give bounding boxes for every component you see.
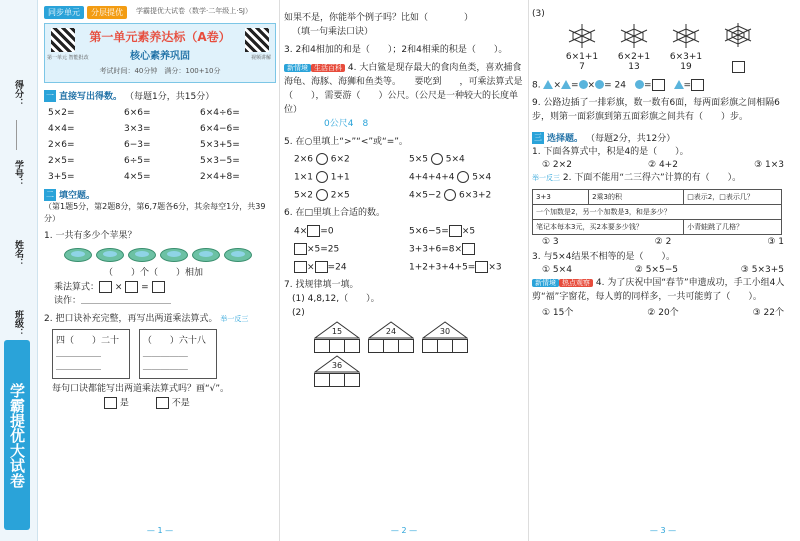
number-line: 0公尺4 8: [324, 118, 369, 129]
page-subtitle: 核心素养巩固: [130, 51, 190, 62]
choice-option[interactable]: ① 15个: [542, 307, 574, 318]
section-heading: 一 直接写出得数。 （每题1分，共15分）: [46, 90, 215, 102]
question-4: 新情境 生活百科 4. 大白鲨是现存最大的食肉鱼类，喜欢捕食海龟、海豚、海狮和鱼类等。 要吃到 ，可乘法算式是（ ），需要游（ ）公尺。（公尺是一种较大的长度单位）: [284, 62, 523, 115]
choice-option[interactable]: ③ 22个: [752, 307, 784, 318]
answer-box[interactable]: [307, 225, 320, 237]
number-house: 24: [368, 321, 414, 353]
compare-circle[interactable]: [316, 171, 328, 183]
compare-item: 4+4+4+4 5×4: [409, 172, 492, 183]
web-pattern: 6×1+1 7: [562, 23, 602, 72]
fill-item: 3+3+6=8×: [409, 243, 524, 255]
fill-item: 4× =0: [294, 226, 334, 237]
question-1: 1. 一共有多少个苹果？: [44, 230, 137, 241]
compare-item: 1×1 1+1: [294, 172, 350, 183]
question-9: 9. 公路边插了一排彩旗，数一数有6面，每两面彩旗之间相隔6步，则第一面彩旗到第五面彩旗之间共有（ ）步。: [532, 98, 780, 123]
series-title: 学霸提优大试卷（数学·二年级上·SJ）: [136, 7, 252, 15]
question-3: 3. 2和4相加的和是（ ）；2和4相乘的积是（ ）。: [284, 44, 508, 55]
number-house: 15: [314, 321, 360, 353]
calc-item: 6÷5=: [124, 156, 151, 166]
question-6: 6. 在□里填上合适的数。: [284, 208, 385, 219]
choice-option[interactable]: ① 5×4: [542, 265, 572, 276]
fill-item: 1+2+3+4+5= ×3: [409, 262, 502, 273]
calc-item: 6×4−6=: [200, 124, 240, 134]
choice-options: [532, 235, 794, 249]
choice-options: [532, 265, 794, 275]
choice-option[interactable]: ③ 1: [767, 237, 784, 248]
page-number: — 2 —: [390, 526, 418, 535]
compare-circle[interactable]: [444, 189, 456, 201]
calc-item: 5×3−5=: [200, 156, 240, 166]
answer-box[interactable]: [294, 261, 307, 273]
calc-item: 3×3=: [124, 124, 151, 134]
answer-box[interactable]: [475, 261, 488, 273]
choice-option[interactable]: ② 4+2: [648, 160, 678, 171]
compare-item: 5×2 2×5: [294, 190, 350, 201]
compare-item: 5×5 5×4: [409, 154, 465, 165]
rhyme-cards: 四（ ）二十 ＿＿＿＿＿ ＿＿＿＿＿ （ ）六十八 ＿＿＿＿＿ ＿＿＿＿＿: [44, 329, 276, 379]
student-id-label: 学号：: [13, 160, 23, 187]
question-2: 2. 把口诀补充完整，再写出两道乘法算式。 举一反三: [44, 314, 249, 325]
page-number: — 3 —: [649, 526, 677, 535]
number-houses: [284, 321, 524, 389]
title-box: 第一单元 智能批改 视频讲解 第一单元素养达标（A卷） 核心素养巩固 考试时间：40分钟 满分：100+10分: [44, 23, 276, 83]
page-2: 如果不是，你能举个例子吗？比如（ ） （填一句乘法口诀） 3. 2和4相加的和是（ ）；2和4相乘的积是（ ）。 新情境 生活百科 4. 大白鲨是现存最大的食肉鱼类，喜欢捕食海龟、海豚、海狮和鱼类等。 要吃到 ，可乘法算式是（ ），需要游（ ）公尺。（公尺是一种较大的长度单位） 0公尺4 8 5. 在○里填上“>”“<”或“=”。 2×6 6×2 5×5 5×4 1×1 1+1 4+4+4+4 5×4 5×2 2×5 4×5−2 6×3+2 6. 在□里填上合适的数。 4× =0 5×6−5= ×5 ×5=25 3+3+6=8× × =24 1+2+3+4+5= ×3 7. 找规律填一填。 (1) 4,8,12,（ ）。 (2) 15 24 30 36 — 2 —: [284, 13, 523, 535]
brand-banner: 学霸提优大试卷: [4, 340, 30, 530]
exam-info: 考试时间：40分钟 满分：100+10分: [99, 67, 221, 75]
web-pattern: 6×2+1 13: [614, 23, 654, 72]
section-heading: 二 填空题。: [46, 189, 96, 201]
web-pattern: 6×3+1 19: [666, 23, 706, 72]
choice-options: [532, 305, 794, 318]
choice-options: [532, 160, 794, 170]
compare-item: 2×6 6×2: [294, 154, 350, 165]
answer-box[interactable]: [294, 243, 307, 255]
number-house: 36: [314, 355, 360, 387]
fill-item: ×5=25: [294, 243, 409, 255]
page-3: (3) 6×1+1 7 6×2+1 13 6×3+1 19 8. × = × = 24 = = 9. 公路边插了一排彩旗，数一数有6面，每两面彩旗之间相隔6步，则第一面彩旗到第五面彩旗之间共有（ ）步。 三 选择题。 （每题2分，共12分） 1. 下面各算式中，积是4的是（ ）。 ① 2×2 ② 4+2 ③ 1×3 举一反三 2. 下面不能用“二三得六”计算的有（ ）。 3+3 2乘3的积 □表示2，□表示几？ 一个加数是2，另一个加数是3，和是多少？ 笔记本每本3元，买2本要多少钱？ 小青蛙跳了几格？ ① 3 ② 2 ③ 1 3. 与5×4结果不相等的是（ ）。 ① 5×4 ② 5×5−5 ③ 5×3+5 新情境 热点观察 4. 为了庆祝中国“春节”申遗成功，手工小组4人剪“福”字窗花，每人剪的同样多，一共可能剪了（ ）。 ① 15个 ② 20个 ③ 22个 — 3 —: [532, 0, 794, 541]
calc-item: 2×4+8=: [200, 172, 240, 182]
name-label: 姓名：: [13, 240, 23, 267]
unit-tag: 同步单元: [44, 6, 84, 19]
calc-item: 4×4=: [48, 124, 75, 134]
binding-spine: [0, 0, 38, 541]
header-tags: [44, 6, 276, 19]
page-title: 第一单元素养达标（A卷）: [89, 30, 231, 44]
answer-box[interactable]: [315, 261, 328, 273]
answer-box[interactable]: [732, 61, 745, 73]
choice-option[interactable]: ③ 5×3+5: [740, 265, 784, 276]
number-house: 30: [422, 321, 468, 353]
compare-circle[interactable]: [316, 189, 328, 201]
choice-option[interactable]: ① 2×2: [542, 160, 572, 171]
choice-1: 1. 下面各算式中，积是4的是（ ）。: [532, 147, 689, 158]
calc-item: 6×6=: [124, 108, 151, 118]
calc-item: 4×5=: [124, 172, 151, 182]
choice-4: 新情境 热点观察 4. 为了庆祝中国“春节”申遗成功，手工小组4人剪“福”字窗花，每人剪的同样多，一共可能剪了（ ）。: [532, 278, 785, 302]
score-label: 得分：: [13, 80, 23, 107]
calc-item: 3+5=: [48, 172, 75, 182]
compare-circle[interactable]: [316, 153, 328, 165]
question-7: 7. 找规律填一填。: [284, 280, 359, 291]
section-heading: 三 选择题。 （每题2分，共12分）: [534, 132, 676, 145]
compare-item: 4×5−2 6×3+2: [409, 190, 492, 201]
web-pattern: [718, 22, 758, 73]
web-patterns: [532, 22, 794, 73]
choice-option[interactable]: ② 2: [654, 237, 672, 248]
question-5: 5. 在○里填上“>”“<”或“=”。: [284, 136, 408, 147]
calc-item: 2×6=: [48, 140, 75, 150]
qr-code-icon[interactable]: [245, 28, 269, 52]
compare-circle[interactable]: [457, 171, 469, 183]
choice-option[interactable]: ① 3: [542, 237, 559, 248]
fill-grid: [284, 225, 524, 273]
choice-option[interactable]: ② 20个: [647, 307, 679, 318]
fill-item: × =24: [294, 261, 409, 273]
choice-3: 3. 与5×4结果不相等的是（ ）。: [532, 252, 675, 263]
question-8: 8. × = × = 24 = =: [532, 79, 794, 93]
calc-grid: [44, 108, 276, 182]
calc-item: 5×3+5=: [200, 140, 240, 150]
compare-circle[interactable]: [431, 153, 443, 165]
apple-baskets: [64, 248, 276, 265]
choice-option[interactable]: ② 5×5−5: [634, 265, 678, 276]
calc-item: 2×5=: [48, 156, 75, 166]
level-tag: 分层提优: [87, 6, 127, 19]
calc-item: 5×2=: [48, 108, 75, 118]
calc-item: 6×4÷6=: [200, 108, 240, 118]
choice-option[interactable]: ③ 1×3: [754, 160, 784, 171]
compare-grid: [284, 153, 524, 201]
answer-box[interactable]: [462, 243, 475, 255]
page-number: — 1 —: [146, 526, 174, 535]
choice-table: 3+3 2乘3的积 □表示2，□表示几？ 一个加数是2，另一个加数是3，和是多少？ 笔记本每本3元，买2本要多少钱？ 小青蛙跳了几格？: [532, 189, 782, 235]
calc-item: 6−3=: [124, 140, 151, 150]
page-1: 同步单元 分层提优 学霸提优大试卷（数学·二年级上·SJ） 第一单元 智能批改 视频讲解 第一单元素养达标（A卷） 核心素养巩固 考试时间：40分钟 满分：100+10分 一 直接写出得数。 （每题1分，共15分） 5×2= 6×6= 6×4÷6= 4×4= 3×3= 6×4−6= 2×6= 6−3= 5×3+5= 2×5= 6÷5= 5×3−5= 3+5= 4×5= 2×4+8= 二 填空题。 （第1题5分，第2题8分，第6,7题各6分，其余每空1分，共39分） 1. 一共有多少个苹果？ （ ）个（ ）相加 乘法算式： × = 读作：＿＿＿＿＿＿＿＿＿＿ 2. 把口诀补充完整，再写出两道乘法算式。 举一反三 四（ ）二十 ＿＿＿＿＿ ＿＿＿＿＿ （ ）六十八 ＿＿＿＿＿ ＿＿＿＿＿ 每句口诀都能写出两道乘法算式吗？画“√”。 是 不是 — 1 —: [44, 0, 276, 541]
choice-2: 举一反三 2. 下面不能用“二三得六”计算的有（ ）。: [532, 173, 742, 184]
qr-code-icon[interactable]: [51, 28, 75, 52]
class-label: 班级：: [13, 310, 23, 337]
fill-item: 5×6−5= ×5: [409, 226, 476, 237]
answer-box[interactable]: [449, 225, 462, 237]
